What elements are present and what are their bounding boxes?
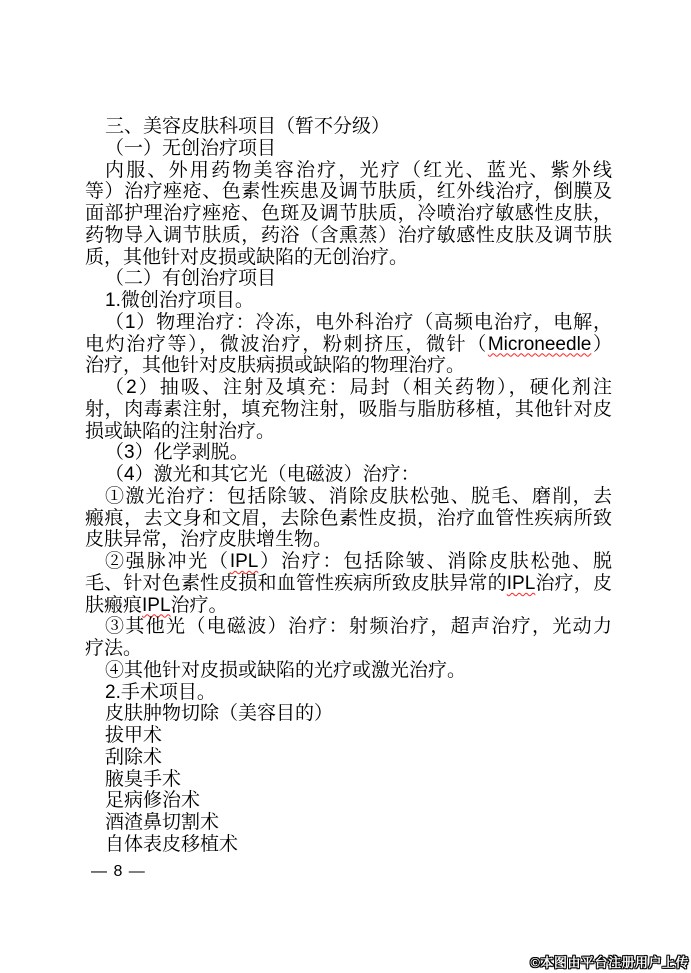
text-segment: 等）治疗痤疮、色素性疾患及调节肤质，红外线治疗，倒膜及: [85, 181, 612, 203]
text-segment: 损或缺陷的注射治疗。: [85, 420, 276, 442]
text-segment: 毛、针对色素性皮损和血管性疾病所致皮肤异常的: [85, 572, 507, 594]
text-segment: 内服、外用药物美容治疗，光疗（红光、蓝光、紫外线: [105, 159, 612, 181]
text-line: [85, 747, 612, 769]
misspelled-word: IPL: [506, 572, 536, 594]
text-segment: 皮肤异常，治疗皮肤增生物。: [85, 529, 333, 551]
text-line: [85, 529, 612, 551]
text-line: [85, 551, 612, 573]
text-segment: ①激光治疗：包括除皱、消除皮肤松弛、脱毛、磨削，去: [105, 485, 612, 507]
text-segment: 1.微创治疗项目。: [105, 290, 254, 311]
text-line: [85, 138, 612, 160]
text-line: [85, 464, 612, 486]
text-line: [85, 160, 612, 182]
text-segment: （一）无创治疗项目: [105, 137, 277, 159]
text-line: [85, 334, 612, 356]
text-segment: 肤瘢痕: [85, 594, 143, 616]
text-line: [85, 638, 612, 660]
text-segment: 三、美容皮肤科项目（暂不分级）: [105, 116, 391, 137]
text-segment: 腋臭手术: [105, 768, 182, 790]
text-segment: 2.手术项目。: [105, 681, 216, 703]
text-segment: ②强脉冲光（: [105, 551, 230, 572]
text-line: [85, 377, 612, 399]
text-line: [85, 790, 612, 812]
text-segment: 皮肤肿物切除（美容目的）: [105, 703, 334, 725]
text-line: [85, 769, 612, 791]
text-line: [85, 116, 612, 138]
page-number: — 8 —: [91, 863, 146, 880]
text-line: [85, 616, 612, 638]
text-segment: 治疗，其他针对皮肤病损或缺陷的物理治疗。: [85, 355, 466, 377]
text-segment: 治疗，皮: [535, 572, 612, 594]
text-line: [85, 268, 612, 290]
watermark: ©本图由平台注册用户上传: [530, 955, 689, 970]
misspelled-word: IPL: [142, 594, 171, 616]
text-line: [85, 181, 612, 203]
text-segment: 自体表皮移植术: [105, 833, 239, 855]
text-segment: （二）有创治疗项目: [105, 268, 277, 290]
text-segment: 电灼治疗等），微波治疗，粉刺挤压，微针（: [85, 333, 488, 355]
text-line: [85, 399, 612, 421]
text-line: [85, 682, 612, 704]
text-segment: ④其他针对皮损或缺陷的光疗或激光治疗。: [105, 659, 467, 681]
text-segment: ③其他光（电磁波）治疗：射频治疗，超声治疗，光动力: [105, 616, 612, 638]
text-segment: 面部护理治疗痤疮、色斑及调节肤质，冷喷治疗敏感性皮肤，: [85, 203, 612, 224]
text-line: [85, 421, 612, 443]
text-segment: 拔甲术: [105, 725, 163, 746]
text-line: [85, 225, 612, 247]
text-segment: 足病修治术: [105, 790, 201, 812]
text-line: [85, 442, 612, 464]
text-segment: ）治疗：包括除皱、消除皮肤松弛、脱: [258, 551, 612, 572]
text-line: [85, 203, 612, 225]
text-segment: 酒渣鼻切割术: [105, 812, 220, 833]
text-segment: 质，其他针对皮损或缺陷的无创治疗。: [85, 246, 409, 268]
text-segment: 射，肉毒素注射，填充物注射，吸脂与脂肪移植，其他针对皮: [85, 398, 612, 420]
text-line: [85, 486, 612, 508]
text-segment: （4）激光和其它光（电磁波）治疗：: [105, 464, 420, 485]
text-segment: （2）抽吸、注射及填充：局封（相关药物），硬化剂注: [105, 377, 612, 398]
text-line: [85, 595, 612, 617]
text-line: [85, 290, 612, 312]
text-segment: 疗法。: [85, 638, 143, 659]
text-segment: （1）物理治疗：冷冻，电外科治疗（高频电治疗，电解，: [105, 311, 612, 333]
text-line: [85, 834, 612, 856]
text-line: [85, 312, 612, 334]
text-segment: 治疗。: [170, 594, 228, 616]
text-line: [85, 247, 612, 269]
text-line: [85, 355, 612, 377]
misspelled-word: Microneedle: [487, 333, 592, 355]
text-segment: 瘢痕，去文身和文眉，去除色素性皮损，治疗血管性疾病所致: [85, 507, 612, 529]
misspelled-word: IPL: [229, 551, 259, 572]
text-line: [85, 508, 612, 530]
text-line: [85, 725, 612, 747]
text-segment: （3）化学剥脱。: [105, 442, 249, 464]
text-line: [85, 573, 612, 595]
text-line: [85, 660, 612, 682]
text-line: [85, 812, 612, 834]
text-segment: ）: [591, 333, 612, 355]
text-line: [85, 703, 612, 725]
text-segment: 刮除术: [105, 746, 163, 768]
document-text: [85, 116, 612, 856]
text-segment: 药物导入调节肤质，药浴（含熏蒸）治疗敏感性皮肤及调节肤: [85, 224, 612, 246]
